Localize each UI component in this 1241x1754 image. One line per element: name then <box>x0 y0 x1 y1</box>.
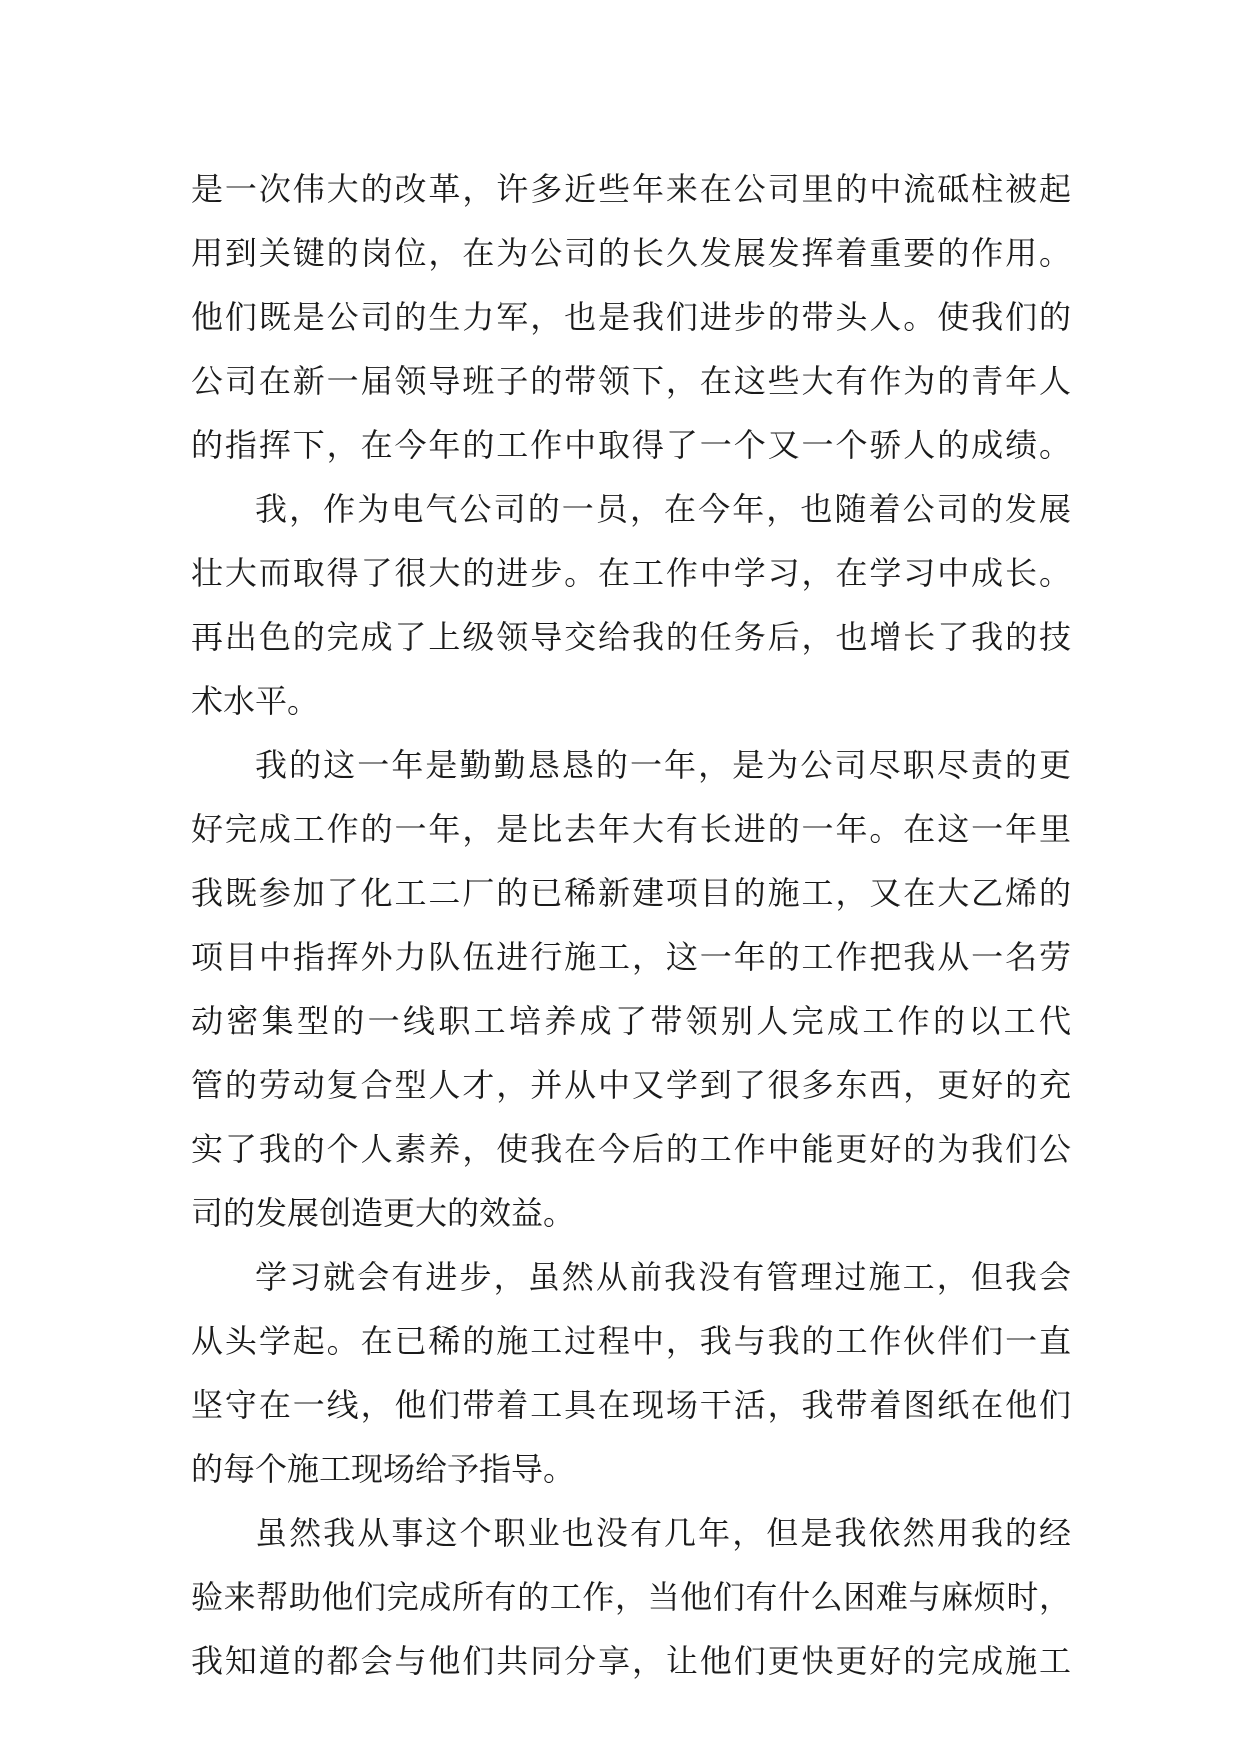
text-line: 动密集型的一线职工培养成了带领别人完成工作的以工代 <box>191 1002 1071 1040</box>
paragraph-2 <box>191 477 1071 733</box>
text-line: 学习就会有进步，虽然从前我没有管理过施工，但我会 <box>255 1258 1071 1296</box>
text-line: 壮大而取得了很大的进步。在工作中学习，在学习中成长。 <box>191 554 1071 592</box>
text-line: 我的这一年是勤勤恳恳的一年，是为公司尽职尽责的更 <box>255 746 1071 784</box>
text-line: 验来帮助他们完成所有的工作，当他们有什么困难与麻烦时， <box>191 1578 1071 1616</box>
text-line: 好完成工作的一年，是比去年大有长进的一年。在这一年里 <box>191 810 1071 848</box>
text-line: 用到关键的岗位，在为公司的长久发展发挥着重要的作用。 <box>191 234 1071 272</box>
text-line: 项目中指挥外力队伍进行施工，这一年的工作把我从一名劳 <box>191 938 1071 976</box>
text-line: 我，作为电气公司的一员，在今年，也随着公司的发展 <box>255 490 1071 528</box>
text-line: 我既参加了化工二厂的已稀新建项目的施工，又在大乙烯的 <box>191 874 1071 912</box>
paragraph-5 <box>191 1501 1071 1693</box>
text-line: 术水平。 <box>191 682 320 720</box>
text-line: 再出色的完成了上级领导交给我的任务后，也增长了我的技 <box>191 618 1071 656</box>
text-line: 司的发展创造更大的效益。 <box>191 1194 576 1232</box>
text-line: 实了我的个人素养，使我在今后的工作中能更好的为我们公 <box>191 1130 1071 1168</box>
text-line: 虽然我从事这个职业也没有几年，但是我依然用我的经 <box>255 1514 1071 1552</box>
text-line: 是一次伟大的改革，许多近些年来在公司里的中流砥柱被起 <box>191 170 1071 208</box>
paragraph-4 <box>191 1245 1071 1501</box>
text-line: 公司在新一届领导班子的带领下，在这些大有作为的青年人 <box>191 362 1071 400</box>
text-line: 从头学起。在已稀的施工过程中，我与我的工作伙伴们一直 <box>191 1322 1071 1360</box>
paragraph-3 <box>191 733 1071 1245</box>
text-line: 的指挥下，在今年的工作中取得了一个又一个骄人的成绩。 <box>191 426 1071 464</box>
text-line: 管的劳动复合型人才，并从中又学到了很多东西，更好的充 <box>191 1066 1071 1104</box>
text-line: 我知道的都会与他们共同分享，让他们更快更好的完成施工 <box>191 1642 1071 1680</box>
text-line: 他们既是公司的生力军，也是我们进步的带头人。使我们的 <box>191 298 1071 336</box>
paragraph-1 <box>191 157 1071 477</box>
text-line: 的每个施工现场给予指导。 <box>191 1450 576 1488</box>
text-line: 坚守在一线，他们带着工具在现场干活，我带着图纸在他们 <box>191 1386 1071 1424</box>
document-body <box>191 157 1071 1693</box>
